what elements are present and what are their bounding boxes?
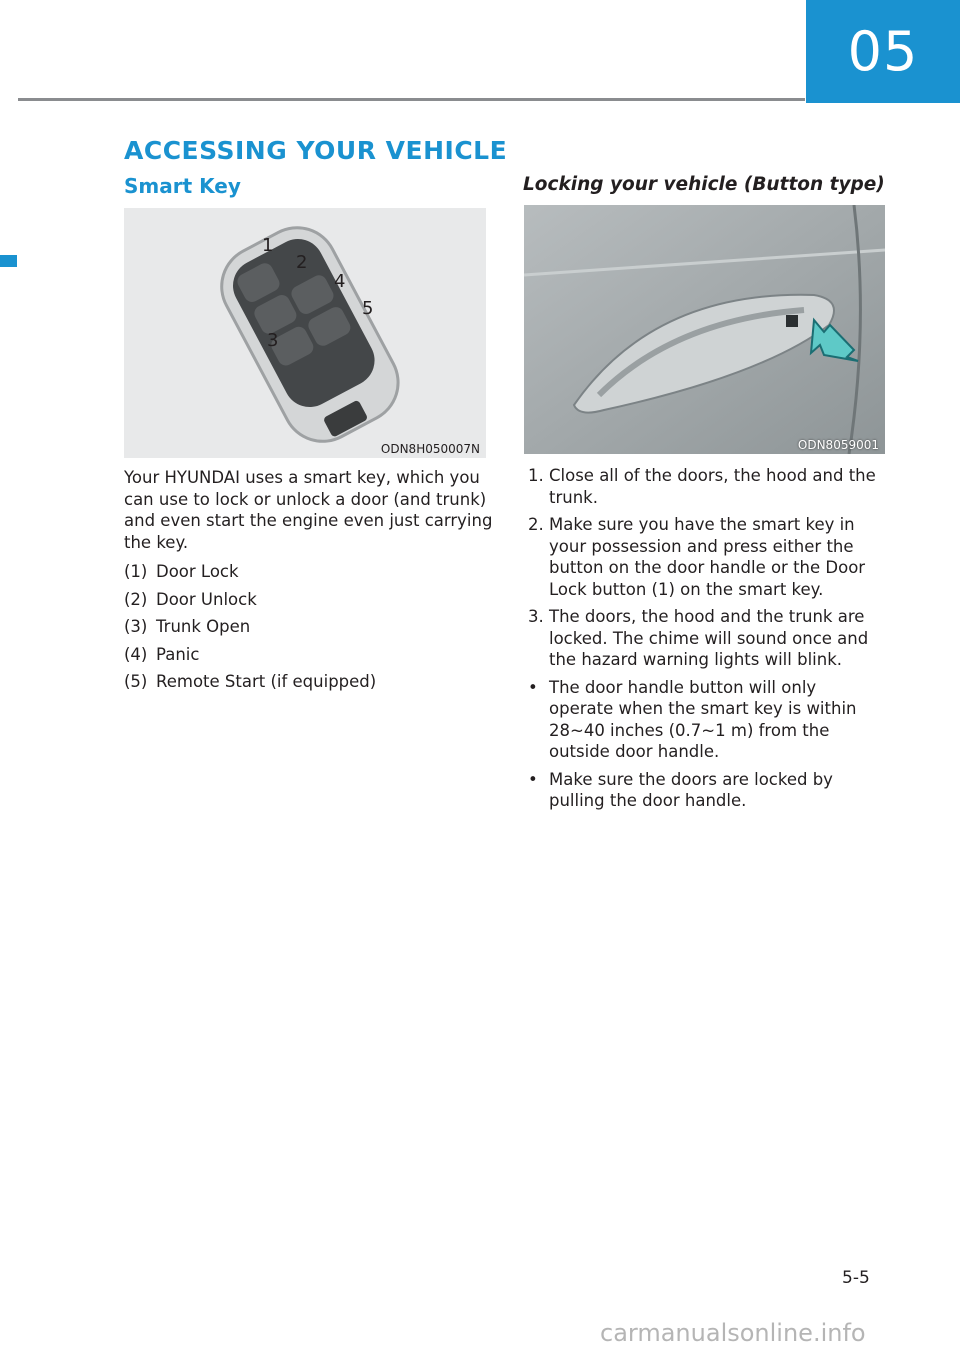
list-number: (1): [124, 562, 148, 581]
step-item: [528, 465, 883, 508]
step-item: [528, 606, 883, 671]
step-number: 2.: [528, 515, 544, 534]
list-label: Panic: [156, 644, 200, 664]
step-item: [528, 514, 883, 600]
list-number: (5): [124, 672, 148, 691]
bullet-text: Make sure the doors are locked by pulling the door handle.: [549, 769, 833, 810]
step-text: The doors, the hood and the trunk are locked. The chime will sound once and the hazard warning lights will blink.: [549, 607, 869, 669]
list-item: [124, 644, 494, 666]
door-handle-figure: [524, 205, 885, 454]
list-label: Trunk Open: [156, 617, 251, 636]
side-marker: [0, 255, 17, 267]
bullet-icon: •: [528, 769, 538, 789]
callout-2: 2: [296, 252, 308, 273]
bullet-icon: •: [528, 677, 538, 697]
list-item: [124, 616, 494, 638]
intro-paragraph: Your HYUNDAI uses a smart key, which you can use to lock or unlock a door (and trunk) and even start the engine even just carrying the key.: [124, 468, 493, 552]
list-item: [124, 671, 494, 693]
chapter-tab: 05: [806, 0, 960, 103]
callout-4: 4: [334, 271, 346, 292]
list-item: [124, 589, 494, 611]
smart-key-illustration: [124, 208, 486, 458]
locking-heading: Locking your vehicle (Button type): [523, 174, 885, 195]
step-text: Close all of the doors, the hood and the trunk.: [549, 466, 876, 507]
callout-5: 5: [362, 298, 374, 319]
figure-code: ODN8059001: [797, 438, 879, 452]
list-item: [124, 561, 494, 583]
list-number: (3): [124, 617, 148, 636]
bullet-text: The door handle button will only operate when the smart key is within 28~40 inches (0.7~1 m) from the outside door handle.: [549, 677, 857, 761]
list-label: Remote Start (if equipped): [156, 672, 377, 691]
bullet-item: [528, 769, 883, 812]
list-label: Door Lock: [156, 562, 239, 581]
header-rule: [18, 98, 805, 101]
callout-1: 1: [262, 235, 274, 256]
watermark: carmanualsonline.info: [600, 1319, 866, 1347]
list-number: (4): [124, 644, 148, 664]
smart-key-figure: [124, 208, 486, 458]
bullet-item: [528, 677, 883, 763]
list-label: Door Unlock: [156, 589, 257, 609]
smart-key-heading: Smart Key: [124, 174, 241, 198]
figure-code: ODN8H050007N: [380, 442, 480, 456]
step-number: 1.: [528, 466, 544, 485]
page-number: 5-5: [842, 1268, 870, 1288]
callout-3: 3: [267, 330, 279, 351]
step-number: 3.: [528, 607, 544, 626]
left-column: [124, 467, 494, 699]
step-text: Make sure you have the smart key in your possession and press either the button on the door handle or the Door Lock button (1) on the smart key.: [549, 515, 866, 599]
right-column: [528, 465, 883, 818]
section-title: ACCESSING YOUR VEHICLE: [124, 136, 508, 165]
list-number: (2): [124, 589, 148, 609]
door-handle-illustration: [524, 205, 885, 454]
